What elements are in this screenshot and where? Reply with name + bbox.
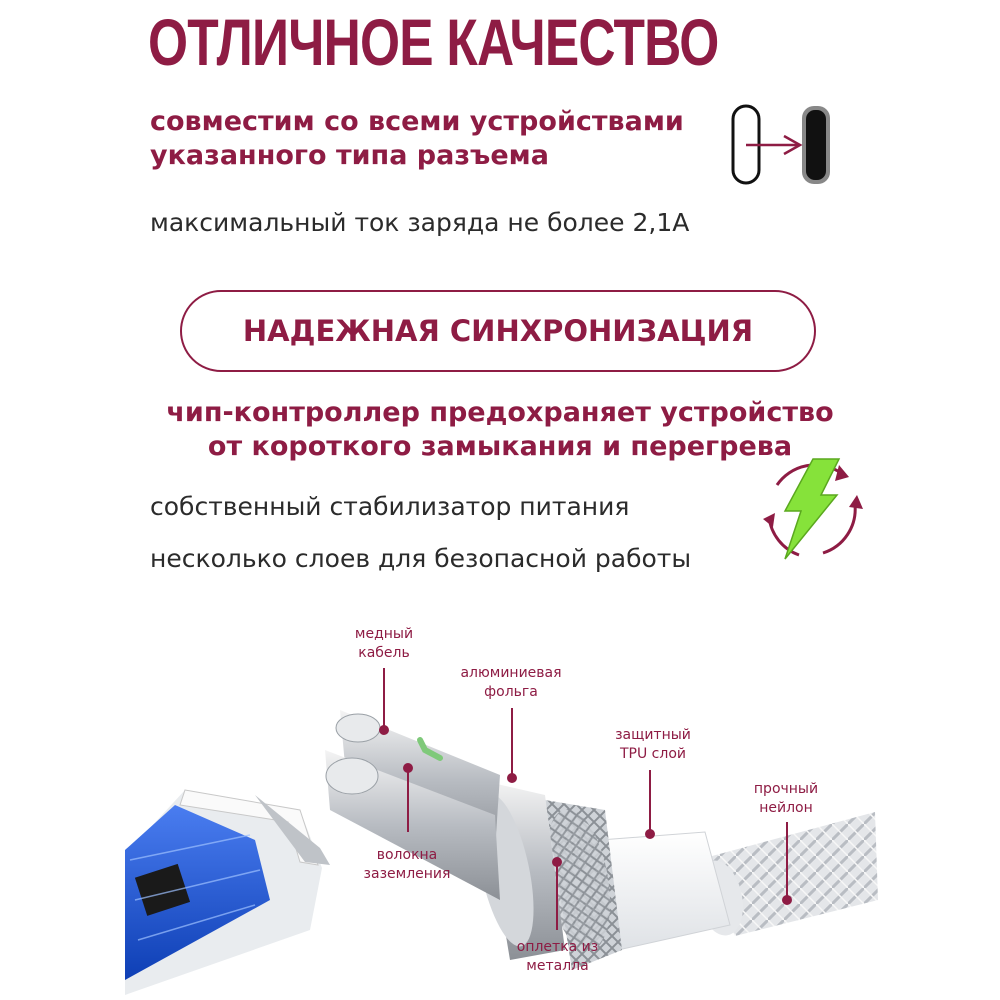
protection-text [0,396,1000,464]
label-aluminium-foil: алюминиевая фольга [460,665,562,700]
nylon-pointer-dot [783,896,791,904]
current-text: максимальный ток заряда не более 2,1А [150,208,690,237]
sync-banner [180,290,816,372]
label-copper-cable: медный кабель [354,626,414,661]
compat-line-1: совместим со всеми устройствами [150,106,684,137]
ground-pointer-dot [404,764,412,772]
protection-line-1: чип-контроллер предохраняет устройство [166,397,834,428]
compat-line-2: указанного типа разъема [150,140,549,171]
label-grounding-fibers: волокна заземления [363,847,451,882]
feature-layers: несколько слоев для безопасной работы [150,544,692,573]
foil-pointer-dot [508,774,516,782]
copper-pointer-dot [380,726,388,734]
lightning-refresh-icon [755,455,870,565]
feature-stabilizer: собственный стабилизатор питания [150,492,630,521]
usb-connector [125,790,330,995]
tpu-pointer-dot [646,830,654,838]
sync-title: НАДЕЖНАЯ СИНХРОНИЗАЦИЯ [242,314,754,348]
connector-insert-icon [726,100,836,190]
page-title: ОТЛИЧНОЕ КАЧЕСТВО [148,5,719,79]
protection-line-2: от короткого замыкания и перегрева [207,431,793,462]
label-tpu-layer: защитный TPU слой [615,727,691,762]
compat-text [150,105,684,173]
label-metal-braid: оплетка из металла [516,939,599,974]
braid-pointer-dot [553,858,561,866]
label-nylon: прочный нейлон [753,781,819,816]
